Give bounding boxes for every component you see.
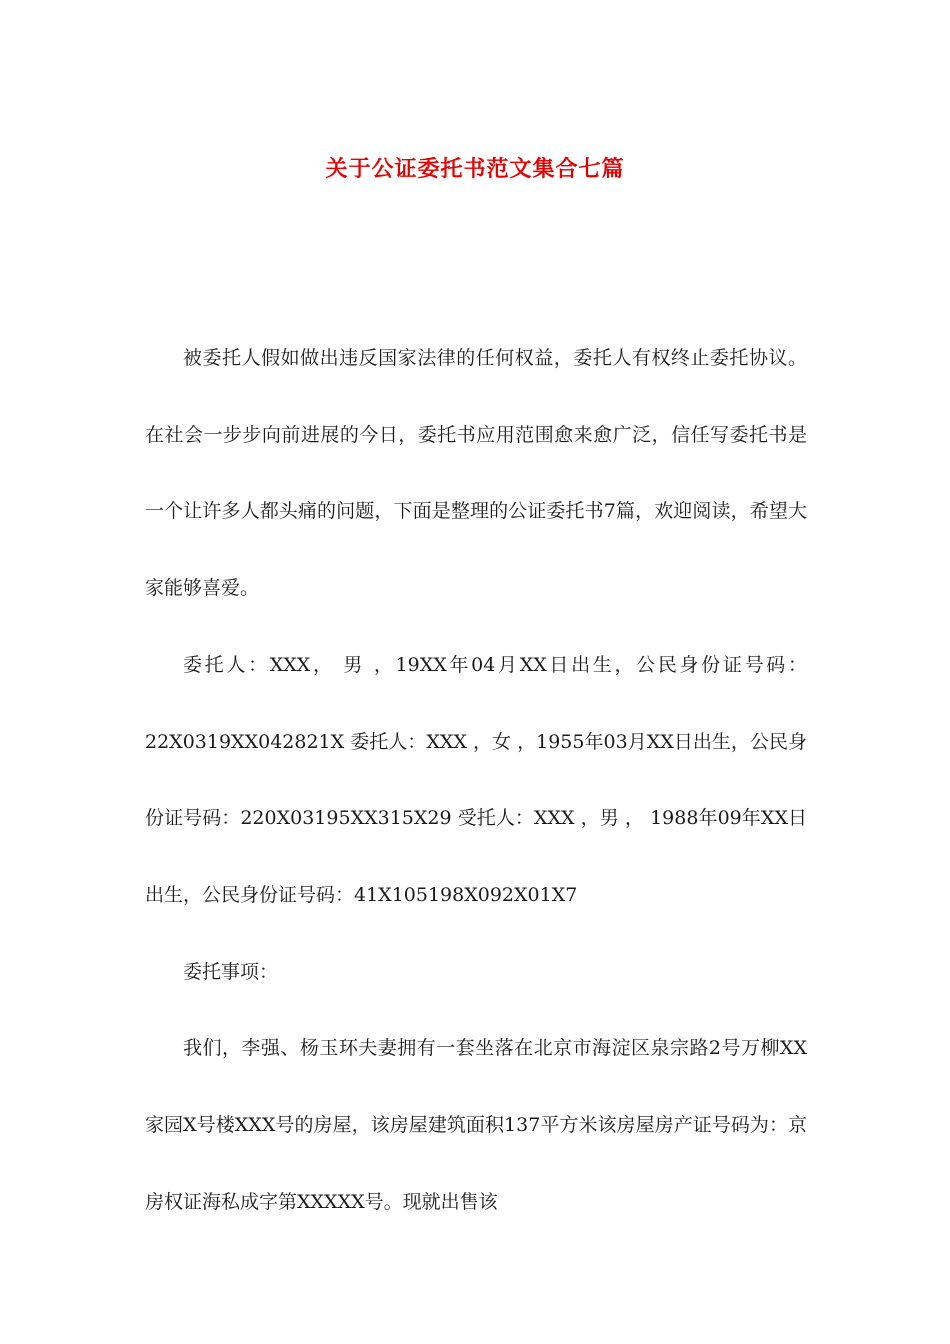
paragraph-parties: 委托人：XXX， 男 ，19XX年04月XX日出生，公民身份证号码：22X0319XX042821X 委托人：XXX ，女 ，1955年03月XX日出生，公民身份证号码：220X03195XX315X29 受托人：XXX ，男 ， 1988年09年XX日出生，公民身份证号码：41X105198X092X01X7 (145, 653, 807, 906)
document-title: 关于公证委托书范文集合七篇 (325, 155, 625, 182)
paragraph-property: 我们，李强、杨玉环夫妻拥有一套坐落在北京市海淀区泉宗路2号万柳XX家园X号楼XXX号的房屋，该房屋建筑面积137平方米该房屋房产证号码为：京房权证海私成字第XXXXX号。现就出售该 (145, 1037, 807, 1213)
paragraph-intro: 被委托人假如做出违反国家法律的任何权益，委托人有权终止委托协议。在社会一步步向前进展的今日，委托书应用范围愈来愈广泛，信任写委托书是一个让许多人都头痛的问题，下面是整理的公证委托书7篇，欢迎阅读，希望大家能够喜爱。 (145, 347, 807, 600)
document-body (145, 320, 807, 1240)
paragraph-matters-heading: 委托事项： (183, 960, 279, 983)
